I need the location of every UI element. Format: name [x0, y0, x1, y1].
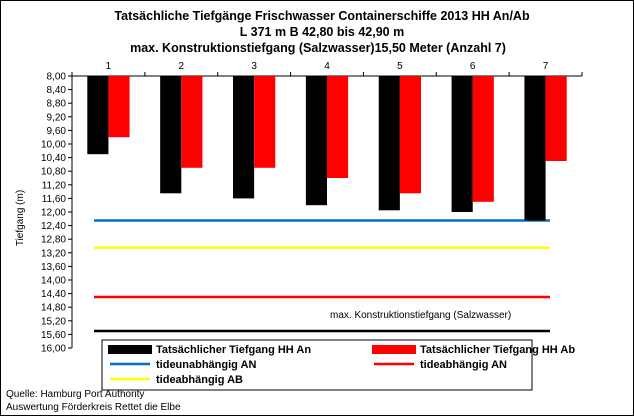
y-tick-label: 15,20: [40, 316, 66, 328]
bar-ab: [546, 76, 567, 161]
bar-ab: [327, 76, 348, 178]
y-tick-label: 13,60: [40, 261, 66, 273]
x-tick-label: 7: [542, 61, 549, 72]
bar-an: [160, 76, 181, 193]
y-tick-label: 12,00: [40, 207, 66, 219]
bar-an: [524, 76, 545, 221]
y-tick-label: 15,60: [40, 329, 66, 341]
x-tick-label: 2: [178, 61, 185, 72]
bar-an: [379, 76, 400, 210]
bar-ab: [400, 76, 421, 193]
y-axis-label: Tiefgang (m): [15, 189, 26, 247]
y-tick-label: 8,00: [46, 71, 66, 83]
bar-an: [306, 76, 327, 205]
legend-label: tideabhängig AB: [156, 374, 243, 386]
y-tick-label: 14,80: [40, 302, 66, 314]
legend-label: tideabhängig AN: [420, 359, 507, 371]
bar-ab: [473, 76, 494, 202]
source-line-2: Auswertung Förderkreis Rettet die Elbe: [6, 402, 181, 413]
legend-label: tideunabhängig AN: [156, 359, 257, 371]
legend: [102, 340, 575, 390]
y-tick-label: 11,60: [41, 193, 66, 205]
y-tick-label: 14,40: [40, 289, 66, 301]
y-tick-label: 10,00: [40, 139, 66, 151]
x-tick-label: 5: [397, 61, 403, 72]
y-tick-label: 12,40: [40, 221, 66, 233]
y-tick-label: 16,00: [40, 343, 66, 355]
chart-title-line-2: L 371 m B 42,80 bis 42,90 m: [239, 25, 405, 39]
y-tick-label: 12,80: [40, 234, 66, 246]
y-tick-label: 9,60: [46, 125, 66, 137]
bar-ab: [181, 76, 202, 168]
legend-label: Tatsächlicher Tiefgang HH An: [156, 344, 312, 356]
y-tick-label: 11,20: [41, 180, 66, 192]
y-tick-label: 14,00: [40, 275, 66, 287]
chart-title-line-1: Tatsächliche Tiefgänge Frischwasser Containerschiffe 2013 HH An/Ab: [114, 9, 530, 23]
legend-swatch: [372, 345, 416, 354]
y-tick-label: 8,80: [46, 98, 66, 110]
y-tick-label: 10,80: [40, 166, 66, 178]
x-tick-label: 1: [105, 61, 112, 72]
y-tick-label: 10,40: [40, 153, 66, 165]
legend-swatch: [108, 345, 152, 354]
bar-an: [87, 76, 108, 154]
bar-ab: [108, 76, 129, 137]
annotation-max-draft: max. Konstruktionstiefgang (Salzwasser): [330, 310, 512, 321]
y-tick-label: 8,40: [46, 85, 66, 97]
source-line-1: Quelle: Hamburg Port Authority: [6, 389, 145, 400]
y-tick-label: 9,20: [46, 112, 66, 124]
legend-label: Tatsächlicher Tiefgang HH Ab: [420, 344, 576, 356]
x-tick-label: 6: [469, 61, 476, 72]
x-tick-label: 3: [251, 61, 257, 72]
bar-an: [233, 76, 254, 198]
chart-title-line-3: max. Konstruktionstiefgang (Salzwasser)15,50 Meter (Anzahl 7): [130, 41, 506, 55]
y-tick-label: 13,20: [40, 248, 66, 260]
bar-ab: [254, 76, 275, 168]
bar-an: [452, 76, 473, 212]
x-tick-label: 4: [324, 61, 330, 72]
